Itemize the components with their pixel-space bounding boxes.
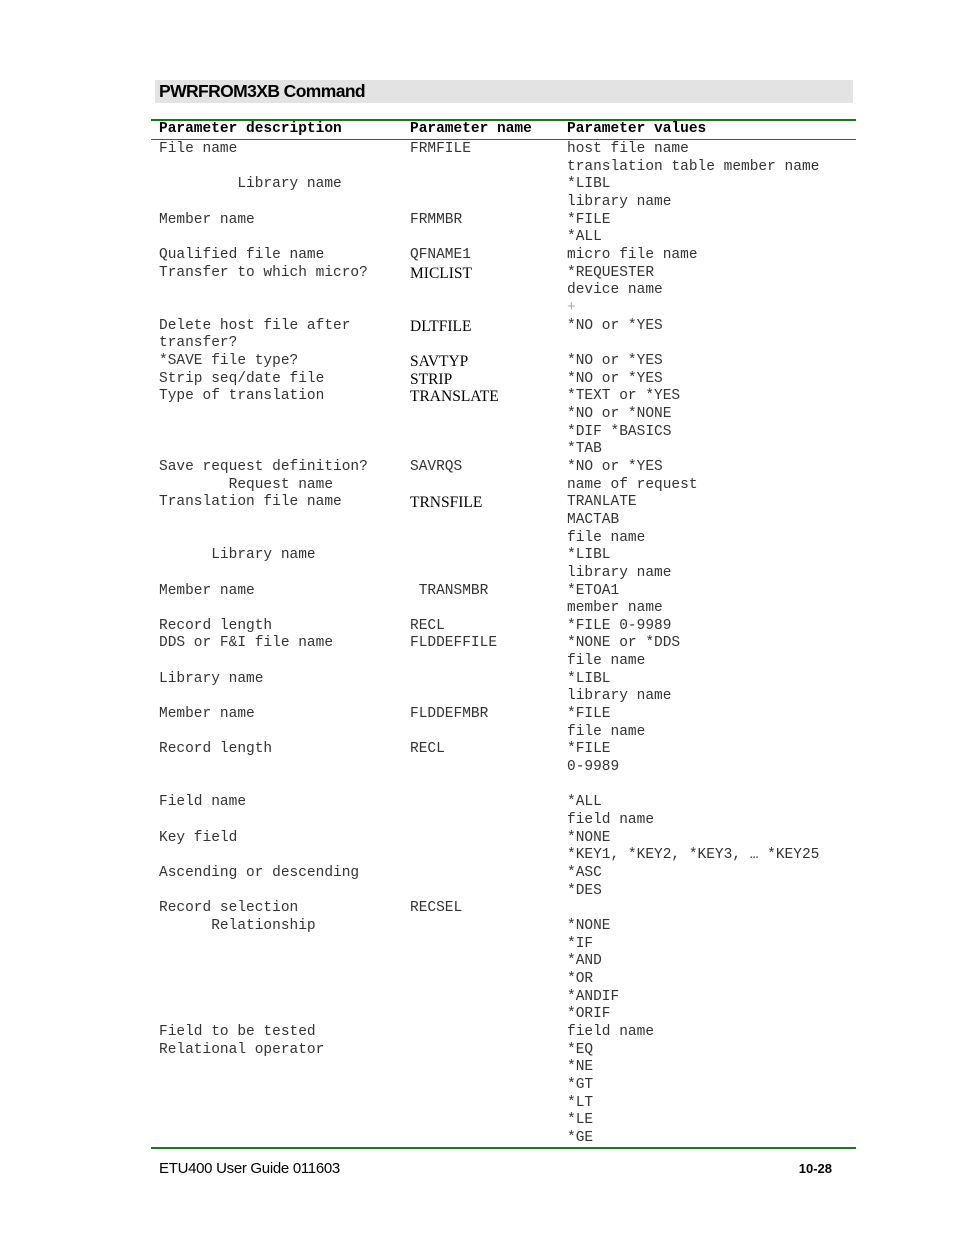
parameter-value: *NO or *YES [567,352,663,369]
parameter-name: RECL [410,617,445,634]
parameter-name: TRNSFILE [410,494,483,512]
parameter-value: *FILE 0-9989 [567,617,672,634]
parameter-name: MICLIST [410,264,472,282]
table-row [0,688,954,705]
parameter-name: TRANSLATE [410,388,499,406]
parameter-description: Library name [159,176,342,193]
table-row [0,671,954,688]
table-row [0,159,954,176]
table-row [0,547,954,564]
table-row [0,741,954,758]
table-row [0,706,954,723]
table-row [0,1112,954,1129]
table-row [0,371,954,388]
parameter-description: Record selection [159,900,299,917]
parameter-description: Field name [159,794,247,811]
table-row [0,724,954,741]
parameter-value: *TEXT or *YES [567,388,681,405]
table-row [0,989,954,1006]
parameter-description: Request name [159,476,334,493]
parameter-value: TRANLATE [567,494,637,511]
parameter-value: *FILE [567,741,611,758]
table-row [0,265,954,282]
parameter-name: DLTFILE [410,317,472,335]
parameter-value: member name [567,600,663,617]
parameter-description: Delete host file after [159,317,351,334]
footer-page-number: 10-28 [798,1161,832,1176]
parameter-value: library name [567,193,672,210]
parameter-name: RECL [410,741,445,758]
table-row [0,477,954,494]
table-row [0,583,954,600]
parameter-value: *NONE or *DDS [567,635,681,652]
table-row [0,300,954,317]
parameter-name: FLDDEFFILE [410,635,498,652]
parameter-description: Relationship [159,918,316,935]
parameter-description: Record length [159,741,273,758]
table-row [0,406,954,423]
parameter-name: QFNAME1 [410,246,471,263]
parameter-value: *LIBL [567,547,611,564]
table-row [0,1042,954,1059]
parameter-description: DDS or F&I file name [159,635,334,652]
section-title: PWRFROM3XB Command [159,81,366,101]
parameter-description: Record length [159,617,273,634]
table-row [0,953,954,970]
parameter-value: + [567,299,576,316]
parameter-value: *FILE [567,211,611,228]
parameter-description: Ascending or descending [159,865,360,882]
table-row [0,141,954,158]
parameter-value: *EQ [567,1041,594,1058]
table-row [0,600,954,617]
table-row [0,1095,954,1112]
parameter-value: *NO or *YES [567,458,663,475]
parameter-value: *ALL [567,229,602,246]
parameter-name: FLDDEFMBR [410,706,489,723]
parameter-value: *ETOA1 [567,582,620,599]
table-bottom-rule [151,1147,856,1149]
table-row [0,1130,954,1147]
table-row [0,1077,954,1094]
table-row [0,918,954,935]
table-row [0,565,954,582]
parameter-description: Member name [159,582,255,599]
parameter-value: *ORIF [567,1006,611,1023]
parameter-value: *LT [567,1094,594,1111]
parameter-value: *AND [567,953,602,970]
parameter-value: file name [567,529,646,546]
table-row [0,459,954,476]
parameter-value: file name [567,723,646,740]
parameter-value: *NO or *NONE [567,405,672,422]
parameter-description: Save request definition? [159,458,368,475]
parameter-value: *OR [567,971,594,988]
parameter-name: SAVTYP [410,352,469,370]
parameter-value: file name [567,653,646,670]
parameter-description: Member name [159,706,255,723]
parameter-description: Strip seq/date file [159,370,325,387]
parameter-value: micro file name [567,246,698,263]
table-row [0,1024,954,1041]
table-row [0,618,954,635]
table-row [0,247,954,264]
parameter-value: field name [567,1024,655,1040]
table-row [0,865,954,882]
parameter-description: Relational operator [159,1041,325,1058]
table-row [0,830,954,847]
table-row [0,530,954,547]
parameter-description: Member name [159,211,255,228]
table-row [0,282,954,299]
table-row [0,971,954,988]
parameter-description: Translation file name [159,494,342,511]
parameter-value: *GT [567,1076,594,1093]
parameter-name: FRMFILE [410,141,471,157]
parameter-value: *NE [567,1059,594,1076]
parameter-description: Transfer to which micro? [159,264,368,281]
parameter-value: library name [567,564,672,581]
parameter-value: *LE [567,1112,594,1129]
parameter-value: device name [567,282,663,299]
table-row [0,494,954,511]
parameter-name: FRMMBR [410,211,463,228]
parameter-value: *KEY1, *KEY2, *KEY3, … *KEY25 [567,847,820,864]
table-row [0,759,954,776]
parameter-description: Qualified file name [159,246,325,263]
table-row [0,229,954,246]
parameter-value: *NO or *YES [567,317,663,334]
table-row [0,318,954,335]
header-rule [151,139,856,140]
parameter-value: *ALL [567,794,602,811]
parameter-value: *DIF *BASICS [567,423,672,440]
parameter-value: *REQUESTER [567,264,655,281]
parameter-value: *IF [567,935,594,952]
parameter-value: *LIBL [567,176,611,193]
table-row [0,441,954,458]
table-row [0,653,954,670]
header-name: Parameter name [410,121,532,137]
section-title-bar [155,80,853,103]
parameter-description: Library name [159,547,316,564]
table-row [0,900,954,917]
table-row [0,212,954,229]
table-row [0,194,954,211]
parameter-description: File name [159,141,238,157]
table-row [0,388,954,405]
parameter-value: *ANDIF [567,988,620,1005]
parameter-value: translation table member name [567,158,820,175]
parameter-value: MACTAB [567,511,620,528]
table-row [0,1059,954,1076]
parameter-description: Type of translation [159,388,325,405]
parameter-value: *NONE [567,918,611,935]
parameter-value: *TAB [567,441,602,458]
parameter-value: *ASC [567,865,602,882]
table-row [0,812,954,829]
parameter-name: TRANSMBR [410,582,489,599]
table-row [0,777,954,794]
parameter-value: *LIBL [567,670,611,687]
parameter-description: Key field [159,829,238,846]
table-row [0,936,954,953]
header-values: Parameter values [567,121,707,137]
parameter-name: RECSEL [410,900,463,917]
parameter-name: SAVRQS [410,458,463,475]
parameter-value: library name [567,688,672,705]
parameter-name: STRIP [410,370,453,388]
parameter-value: *NO or *YES [567,370,663,387]
parameter-description: transfer? [159,335,238,352]
parameter-value: 0-9989 [567,759,620,776]
parameter-value: *GE [567,1129,594,1146]
parameter-value: *FILE [567,706,611,723]
header-description: Parameter description [159,121,342,137]
parameter-value: name of request [567,476,698,493]
table-row [0,424,954,441]
parameter-value: host file name [567,141,689,157]
parameter-description: *SAVE file type? [159,352,299,369]
table-row [0,847,954,864]
parameter-description: Library name [159,670,264,687]
table-row [0,794,954,811]
parameter-value: *NONE [567,829,611,846]
table-row [0,635,954,652]
table-row [0,176,954,193]
table-row [0,1006,954,1023]
table-row [0,353,954,370]
footer-guide-title: ETU400 User Guide 011603 [159,1160,340,1177]
table-row [0,883,954,900]
parameter-value: *DES [567,882,602,899]
parameter-value: field name [567,812,655,829]
table-row [0,512,954,529]
table-row [0,335,954,352]
parameter-description: Field to be tested [159,1024,316,1040]
